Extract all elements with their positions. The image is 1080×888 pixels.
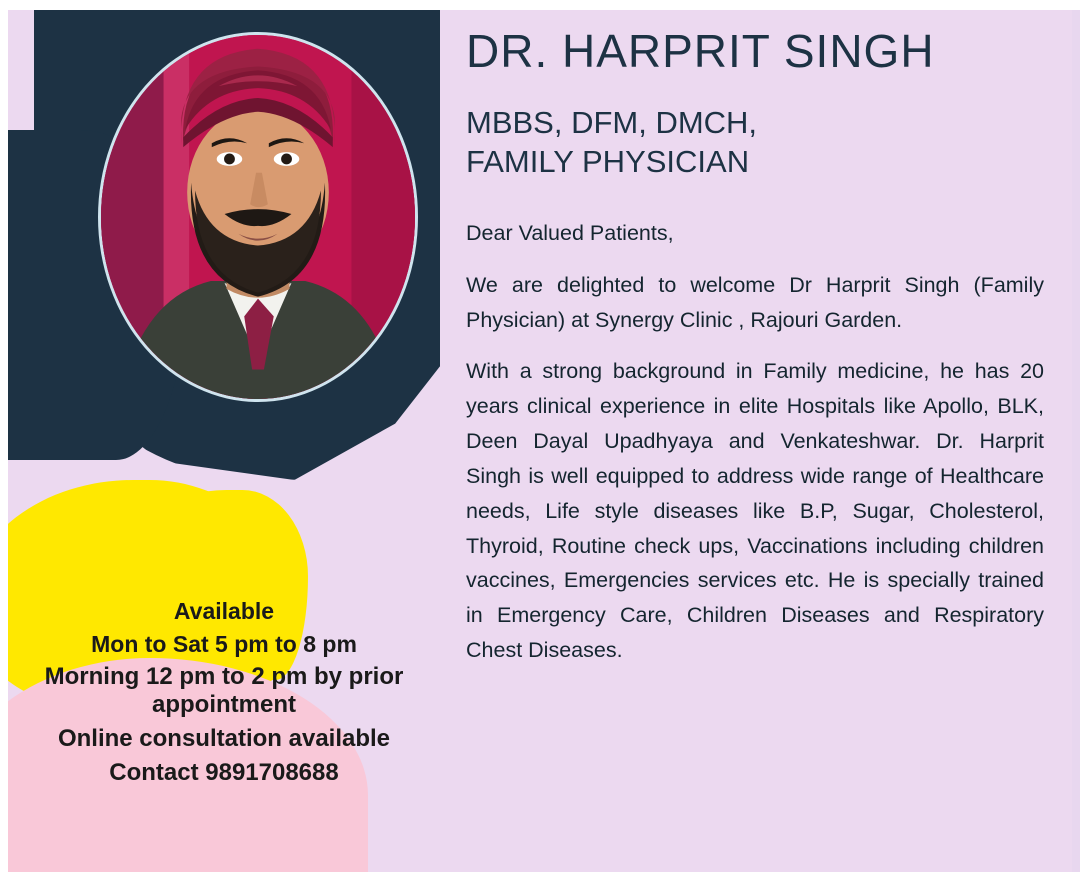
available-label: Available	[173, 598, 275, 624]
contact-number: Contact 9891708688	[109, 758, 339, 786]
doctor-name-title: DR. HARPRIT SINGH	[466, 25, 935, 77]
letter-body	[466, 216, 1044, 668]
online-consultation-note: Online consultation available	[57, 725, 391, 752]
doctor-portrait	[98, 32, 418, 402]
availability-block	[8, 598, 440, 793]
letter-paragraph-1: We are delighted to welcome Dr Harprit Singh (Family Physician) at Synergy Clinic , Rajouri Garden.	[466, 272, 1044, 332]
qualifications-line-1: MBBS, DFM, DMCH,	[466, 104, 758, 140]
left-border-strip	[0, 0, 8, 888]
letter-salutation: Dear Valued Patients,	[466, 220, 674, 245]
bottom-border-strip	[0, 872, 1080, 888]
morning-hours: Morning 12 pm to 2 pm by prior appointment	[44, 663, 404, 719]
portrait-illustration	[101, 35, 415, 399]
right-panel	[440, 10, 1072, 872]
qualifications-line-2: FAMILY PHYSICIAN	[466, 144, 750, 180]
letter-paragraph-2: With a strong background in Family medicine, he has 20 years clinical experience in elite Hospitals like Apollo, BLK, Deen Dayal Upadhyaya and Venkateshwar. Dr. Harprit Singh is well equipped to address wide range of Healthcare needs, Life style diseases like B.P, Sugar, Cholesterol, Thyroid, Routine check ups, Vaccinations including children vaccines, Emergencies services etc. He is specially trained in Emergency Care, Children Diseases and Respiratory Chest Diseases.	[466, 359, 1044, 663]
available-hours: Mon to Sat 5 pm to 8 pm	[91, 630, 357, 657]
left-panel	[8, 10, 440, 872]
doctor-qualifications	[466, 103, 1044, 182]
top-border-strip	[0, 0, 1080, 10]
